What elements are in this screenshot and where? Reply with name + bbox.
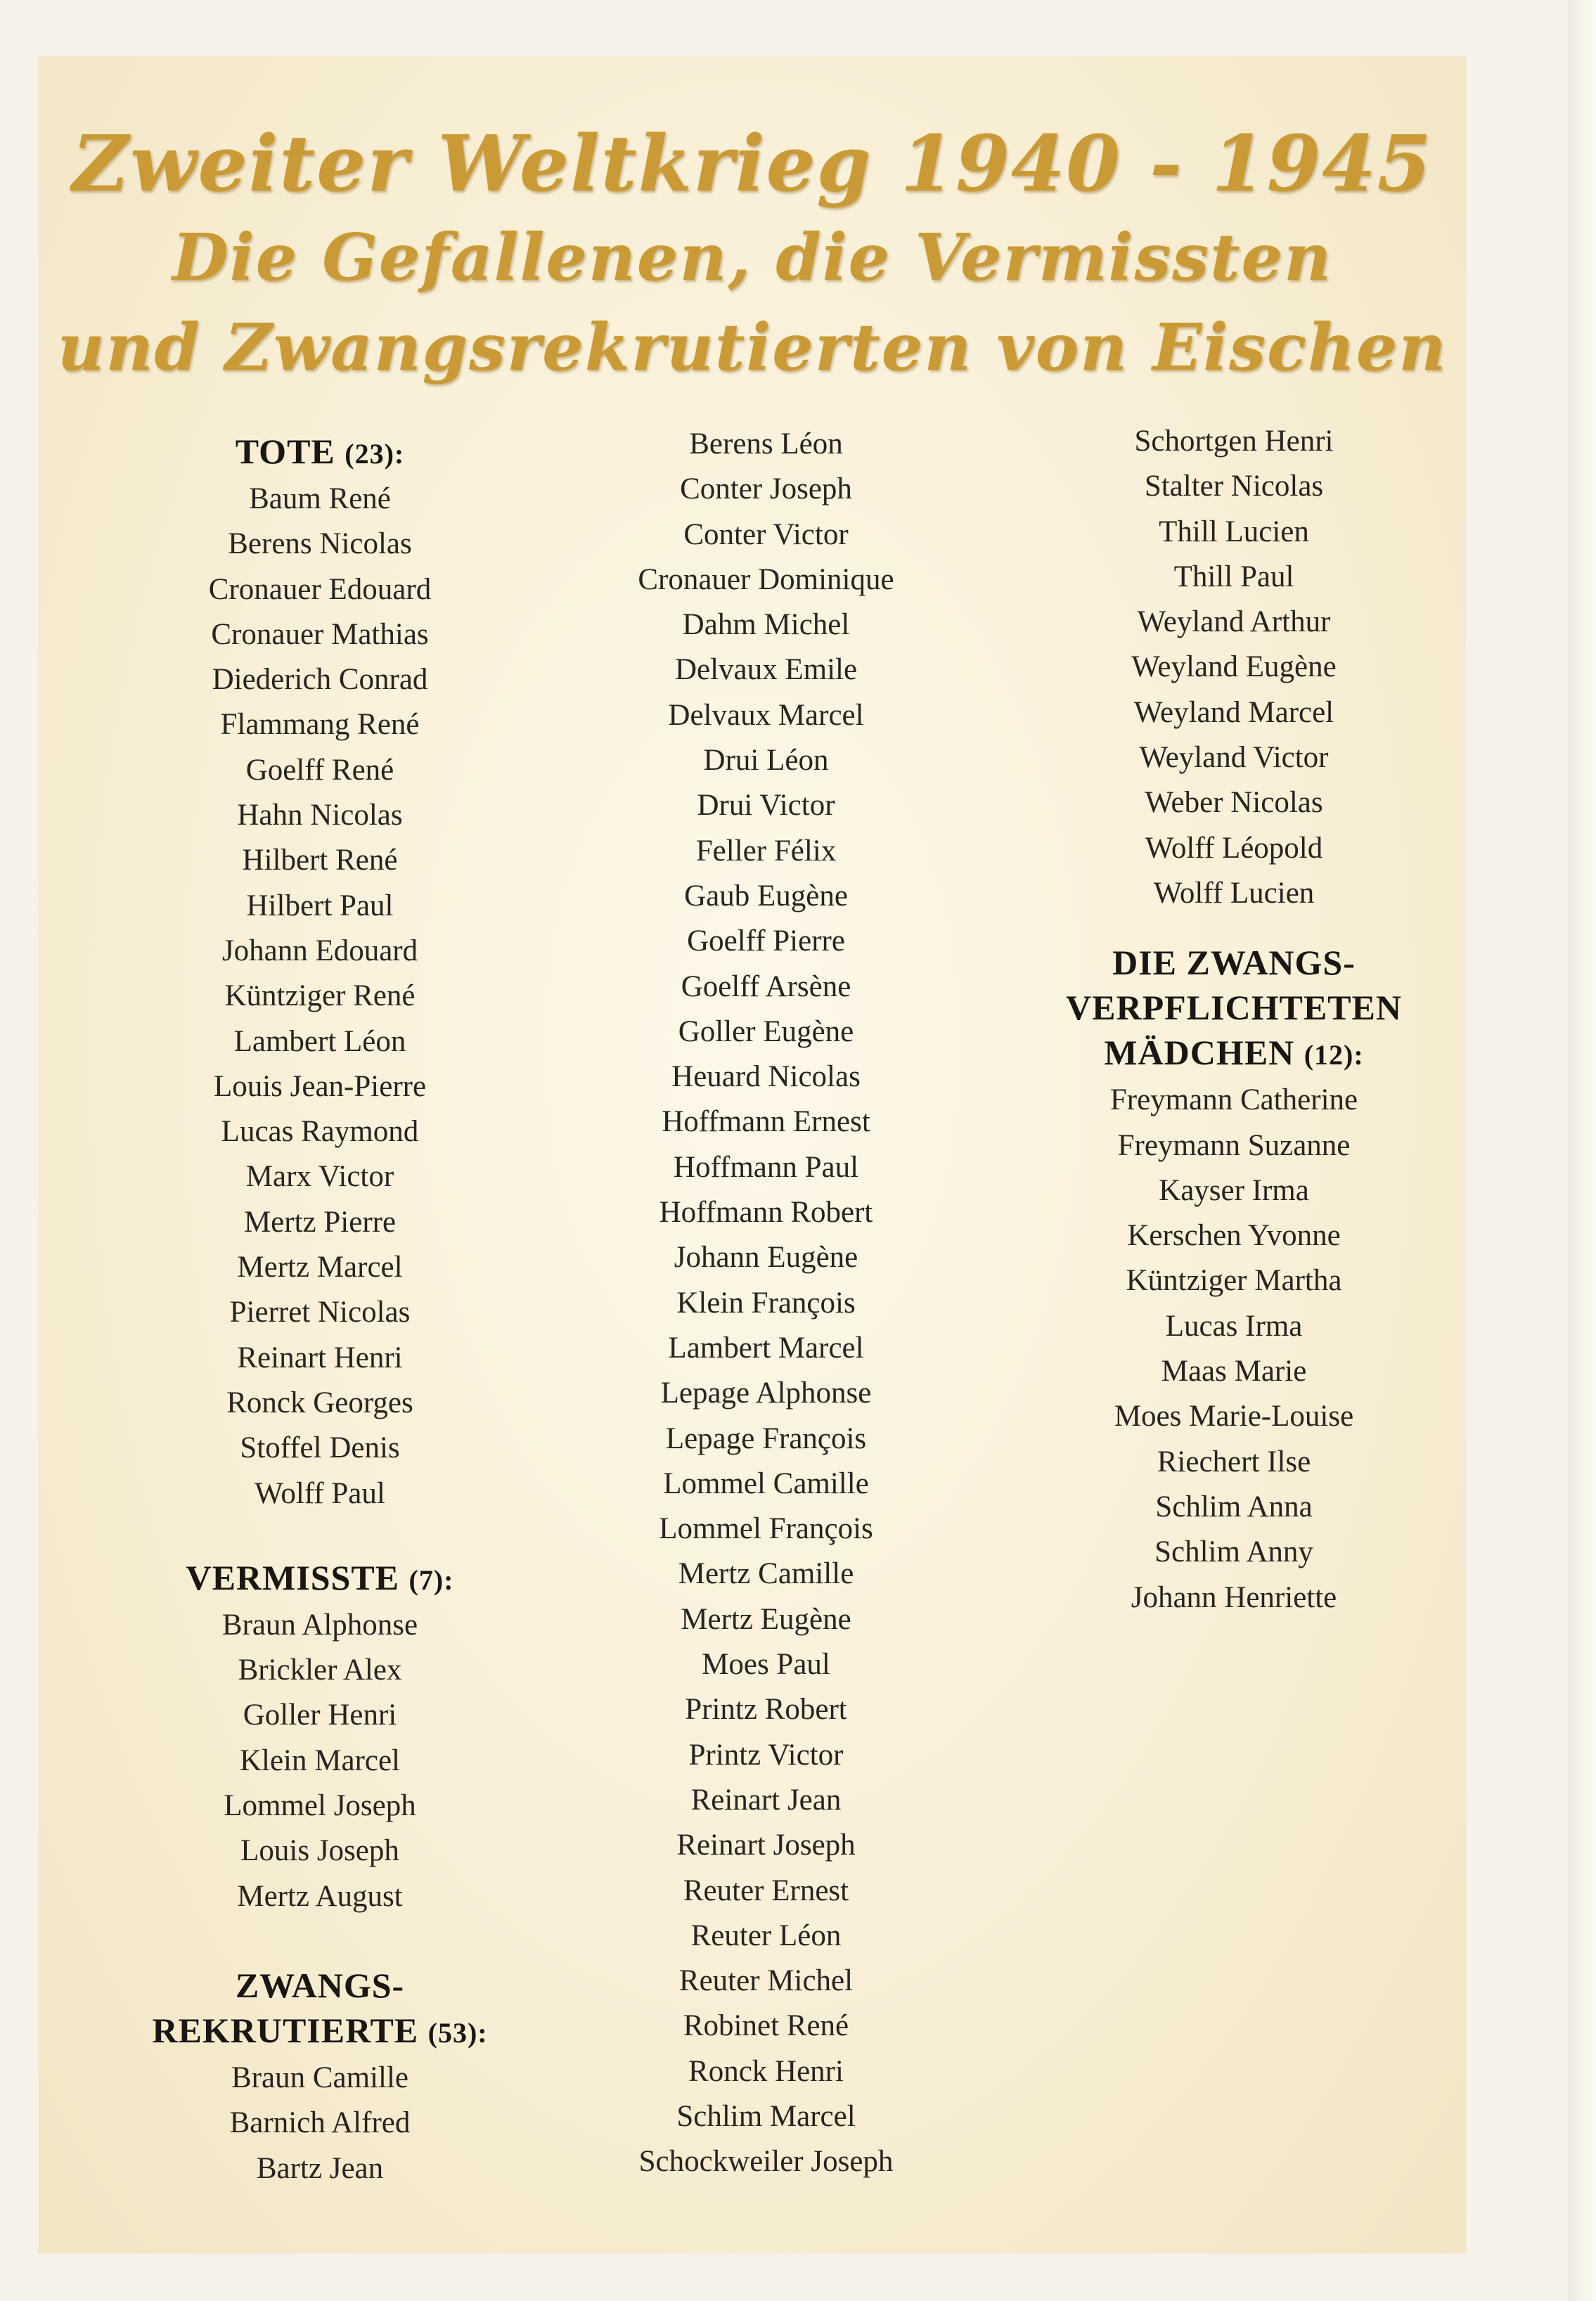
list-item: Klein François <box>676 1286 856 1320</box>
list-item: Marx Victor <box>245 1160 394 1194</box>
list-item: Hilbert René <box>242 844 398 877</box>
list-item: Conter Victor <box>683 517 849 551</box>
list-item: Wolff Léopold <box>1145 831 1323 865</box>
title-line-1: Zweiter Weltkrieg 1940 - 1945 <box>72 118 1433 209</box>
list-item: Lommel François <box>659 1512 873 1546</box>
list-item: Braun Alphonse <box>221 1608 418 1642</box>
list-item: Ronck Georges <box>226 1386 413 1419</box>
list-item: Hahn Nicolas <box>237 799 403 832</box>
list-item: Heuard Nicolas <box>671 1060 861 1094</box>
maedchen-list <box>1023 1078 1445 1620</box>
list-item: Conter Joseph <box>680 472 852 506</box>
list-item: Lepage François <box>665 1422 867 1455</box>
list-item: Hoffmann Paul <box>673 1150 859 1184</box>
list-item: Stalter Nicolas <box>1144 470 1324 503</box>
list-item: Bartz Jean <box>256 2151 384 2185</box>
title-line-2: Die Gefallenen, die Vermissten <box>172 219 1332 295</box>
list-item: Reuter Léon <box>690 1919 842 1952</box>
list-item: Braun Camille <box>231 2061 408 2094</box>
zwangsrekrutierte-list-col2 <box>567 422 965 2185</box>
list-item: Moes Marie-Louise <box>1114 1400 1354 1433</box>
list-item: Drui Victor <box>697 789 835 823</box>
list-item: Kayser Irma <box>1159 1173 1309 1207</box>
list-item: Wolff Paul <box>255 1476 385 1510</box>
list-item: Hilbert Paul <box>246 889 394 922</box>
zwangsrekrutierte-list-col3 <box>1023 419 1445 916</box>
list-item: Thill Paul <box>1173 560 1294 593</box>
list-item: Printz Robert <box>685 1693 847 1727</box>
list-item: Delvaux Marcel <box>668 698 864 732</box>
list-item: Printz Victor <box>688 1738 844 1772</box>
vermisste-heading-label: VERMISSTE <box>186 1557 400 1597</box>
list-item: Lommel Joseph <box>224 1789 416 1823</box>
title-block <box>39 116 1466 392</box>
list-item: Gaub Eugène <box>684 879 848 913</box>
maedchen-heading-line3 <box>1023 1030 1445 1078</box>
list-item: Küntziger Martha <box>1126 1264 1342 1298</box>
list-item: Johann Henriette <box>1131 1580 1337 1614</box>
list-item: Barnich Alfred <box>229 2106 411 2140</box>
list-item: Mertz Pierre <box>243 1205 397 1239</box>
list-item: Weyland Eugène <box>1131 650 1337 684</box>
list-item: Freymann Suzanne <box>1117 1128 1351 1162</box>
column-3 <box>1023 419 1445 1620</box>
list-item: Feller Félix <box>695 834 837 868</box>
maedchen-count: (12): <box>1304 1039 1364 1071</box>
list-item: Maas Marie <box>1161 1355 1307 1388</box>
list-item: Klein Marcel <box>239 1744 401 1777</box>
list-item: Küntziger René <box>224 979 416 1013</box>
list-item: Reinart Henri <box>237 1341 403 1374</box>
list-item: Reuter Michel <box>678 1964 854 1998</box>
list-item: Lambert Marcel <box>668 1331 864 1365</box>
list-item: Louis Jean-Pierre <box>213 1069 427 1103</box>
zwangsrekrutierte-heading-label: REKRUTIERTE <box>152 2010 419 2050</box>
zwangsrekrutierte-heading-line2 <box>127 2008 513 2056</box>
list-item: Cronauer Mathias <box>211 617 429 651</box>
list-item: Lambert Léon <box>233 1024 406 1058</box>
maedchen-heading-line2: VERPFLICHTETEN <box>1066 988 1402 1028</box>
list-item: Hoffmann Robert <box>659 1196 873 1230</box>
maedchen-heading-line1: DIE ZWANGS- <box>1112 943 1356 983</box>
list-item: Goelff Arsène <box>681 969 851 1003</box>
list-item: Goelff René <box>245 753 394 787</box>
list-item: Goller Eugène <box>678 1014 854 1048</box>
list-item: Mertz Camille <box>678 1557 854 1591</box>
list-item: Mertz Eugène <box>681 1602 851 1636</box>
list-item: Brickler Alex <box>238 1654 402 1687</box>
list-item: Riechert Ilse <box>1157 1445 1311 1478</box>
page-edge <box>1568 0 1596 2301</box>
list-item: Berens Nicolas <box>228 527 412 561</box>
list-item: Goller Henri <box>243 1699 397 1732</box>
list-item: Berens Léon <box>689 427 843 460</box>
list-item: Moes Paul <box>702 1648 830 1682</box>
list-item: Lucas Raymond <box>221 1115 419 1149</box>
list-item: Lucas Irma <box>1165 1309 1303 1343</box>
vermisste-heading <box>127 1555 513 1603</box>
list-item: Cronauer Dominique <box>638 562 894 596</box>
list-item: Louis Joseph <box>240 1834 399 1868</box>
list-item: Diederich Conrad <box>212 663 428 697</box>
maedchen-heading-label: MÄDCHEN <box>1104 1033 1295 1073</box>
column-1 <box>127 429 513 2191</box>
list-item: Thill Lucien <box>1159 515 1309 548</box>
list-item: Delvaux Emile <box>674 653 858 687</box>
list-item: Reuter Ernest <box>683 1874 849 1907</box>
tote-list <box>127 477 513 1516</box>
list-item: Hoffmann Ernest <box>662 1105 870 1139</box>
list-item: Johann Eugène <box>674 1241 858 1275</box>
list-item: Schlim Marcel <box>676 2099 856 2133</box>
list-item: Schortgen Henri <box>1134 425 1334 458</box>
zwangsrekrutierte-list-col1 <box>127 2056 513 2191</box>
list-item: Johann Edouard <box>221 934 418 967</box>
list-item: Mertz August <box>237 1879 403 1913</box>
list-item: Weyland Marcel <box>1133 695 1334 729</box>
list-item: Robinet René <box>683 2009 849 2043</box>
list-item: Goelff Pierre <box>687 924 845 958</box>
list-item: Cronauer Edouard <box>208 572 432 606</box>
list-item: Dahm Michel <box>682 608 850 642</box>
list-item: Weyland Victor <box>1139 741 1329 775</box>
list-item: Weber Nicolas <box>1145 786 1323 820</box>
list-item: Schlim Anna <box>1155 1490 1313 1523</box>
list-item: Baum René <box>249 482 391 515</box>
list-item: Lommel Camille <box>663 1467 869 1500</box>
list-item: Schockweiler Joseph <box>638 2145 894 2179</box>
list-item: Stoffel Denis <box>240 1431 400 1465</box>
vermisste-count: (7): <box>408 1564 454 1596</box>
list-item: Drui Léon <box>703 744 829 778</box>
tote-heading-label: TOTE <box>235 432 335 471</box>
list-item: Ronck Henri <box>688 2054 844 2088</box>
vermisste-list <box>127 1603 513 1919</box>
list-item: Mertz Marcel <box>237 1251 403 1284</box>
list-item: Wolff Lucien <box>1153 876 1315 910</box>
list-item: Weyland Arthur <box>1137 605 1331 639</box>
zwangsrekrutierte-heading-line1: ZWANGS- <box>235 1965 405 2005</box>
list-item: Schlim Anny <box>1154 1535 1313 1569</box>
list-item: Freymann Catherine <box>1109 1083 1358 1117</box>
tote-heading <box>127 429 513 477</box>
column-2 <box>567 422 965 2185</box>
list-item: Kerschen Yvonne <box>1127 1219 1341 1253</box>
list-item: Pierret Nicolas <box>229 1296 411 1329</box>
memorial-page <box>39 56 1466 2253</box>
list-item: Reinart Joseph <box>676 1829 856 1862</box>
tote-count: (23): <box>345 438 405 470</box>
list-item: Flammang René <box>220 708 420 742</box>
list-item: Reinart Jean <box>690 1783 842 1817</box>
title-line-3: und Zwangsrekrutierten von Eischen <box>57 309 1448 385</box>
zwangsrekrutierte-count: (53): <box>427 2016 488 2049</box>
list-item: Lepage Alphonse <box>660 1377 872 1410</box>
